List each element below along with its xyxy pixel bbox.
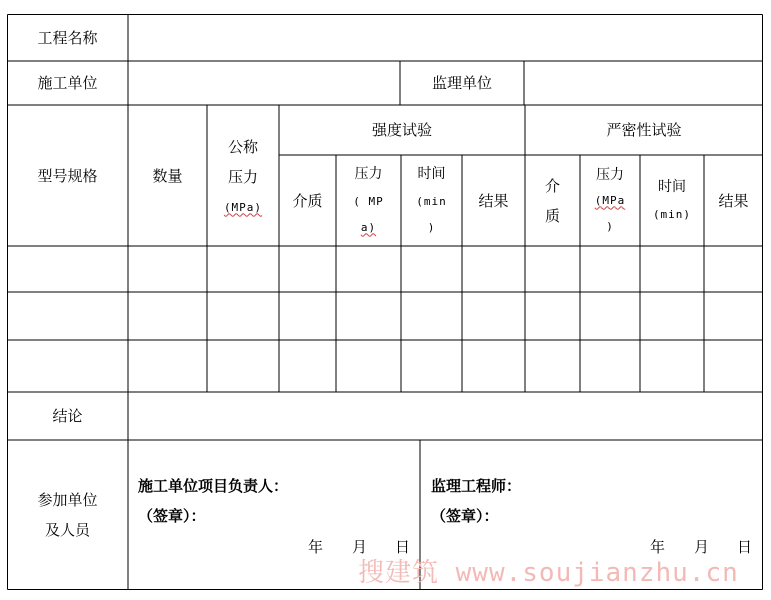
project-name-label: 工程名称: [37, 28, 98, 47]
participants-label-line1: 参加单位: [37, 491, 98, 509]
strength-time-label: 时间: [417, 165, 446, 182]
tightness-medium-label-a: 介: [544, 176, 560, 195]
watermark: 搜建筑 www.soujianzhu.cn: [358, 558, 739, 588]
strength-time-unit-b: ): [427, 220, 436, 234]
engineer-date-year: 年: [650, 538, 666, 556]
strength-time-unit-a: (min: [416, 194, 447, 208]
contractor-signature-label: （签章）：: [138, 507, 206, 525]
tightness-test-header: 严密性试验: [606, 121, 682, 139]
contractor-label: 施工单位: [37, 74, 98, 92]
nominal-pressure-unit: (MPa): [223, 200, 263, 214]
tightness-time-unit: (min): [652, 207, 692, 221]
nominal-pressure-label: 公称压力: [228, 137, 259, 186]
strength-pressure-unit-a: ( MP: [353, 194, 384, 208]
conclusion-value[interactable]: [128, 392, 763, 440]
tightness-pressure-unit-a: (MPa: [594, 193, 626, 207]
quantity-label: 数量: [152, 166, 183, 185]
strength-medium-label: 介质: [292, 191, 323, 210]
engineer-signature-label: （签章）：: [431, 507, 499, 525]
contractor-lead-label: 施工单位项目负责人：: [138, 477, 289, 495]
table-row[interactable]: [7, 292, 763, 340]
strength-pressure-unit-b: a): [360, 220, 377, 234]
strength-result-label: 结果: [478, 191, 509, 210]
engineer-date-day: 日: [737, 538, 753, 556]
tightness-pressure-label: 压力: [596, 166, 624, 183]
conclusion-label: 结论: [52, 407, 83, 425]
engineer-label: 监理工程师：: [431, 477, 522, 495]
participants-label-line2: 及人员: [44, 521, 90, 539]
nominal-pressure-header: [207, 105, 279, 246]
contractor-date-day: 日: [395, 538, 411, 556]
contractor-date-year: 年: [308, 538, 324, 556]
test-record-form: [7, 14, 763, 590]
strength-pressure-header: [336, 155, 401, 246]
model-spec-label: 型号规格: [37, 166, 98, 185]
project-name-value[interactable]: [128, 14, 763, 61]
tightness-medium-header: [525, 155, 580, 246]
tightness-time-header: [640, 155, 704, 246]
tightness-pressure-unit-b: ): [606, 219, 614, 233]
tightness-time-label: 时间: [658, 178, 686, 195]
supervisor-label: 监理单位: [431, 74, 492, 92]
tightness-pressure-header: [580, 155, 640, 246]
table-row[interactable]: [7, 340, 763, 392]
engineer-date-month: 月: [694, 538, 710, 556]
tightness-result-label: 结果: [718, 191, 749, 210]
supervisor-value[interactable]: [524, 61, 763, 105]
strength-time-header: [401, 155, 462, 246]
contractor-value[interactable]: [128, 61, 400, 105]
tightness-medium-label-b: 质: [544, 206, 560, 225]
table-row[interactable]: [7, 246, 763, 292]
participants-label: [7, 440, 128, 590]
strength-test-header: 强度试验: [371, 121, 432, 139]
strength-pressure-label: 压力: [354, 165, 383, 182]
contractor-date-month: 月: [352, 538, 368, 556]
